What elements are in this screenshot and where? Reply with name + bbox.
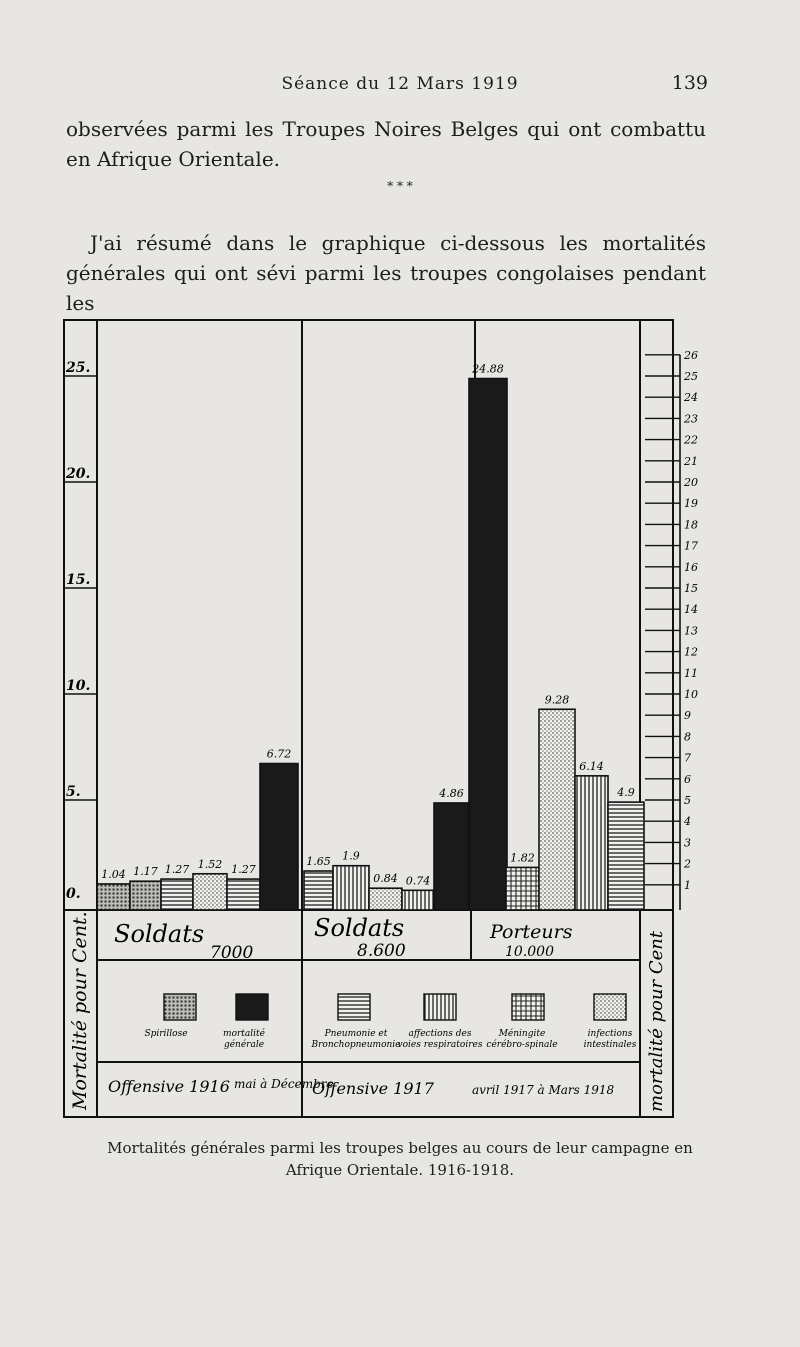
group2-label: Soldats	[314, 914, 405, 942]
left-tick-label: 5.	[66, 784, 81, 800]
page-number: 139	[671, 72, 708, 94]
right-tick-label: 17	[684, 539, 698, 553]
bar-value-label: 9.28	[544, 693, 570, 707]
right-tick-label: 22	[684, 433, 698, 447]
legend-swatch-meningite	[512, 994, 544, 1020]
legend-swatch-pneumonie	[338, 994, 370, 1020]
right-tick-label: 16	[684, 560, 698, 574]
group1-label: Soldats	[114, 920, 205, 948]
right-tick-label: 8	[684, 730, 691, 744]
bar-value-label: 4.9	[617, 786, 635, 800]
right-tick-label: 2	[684, 857, 691, 871]
bar-mortalite-generale	[434, 803, 469, 910]
right-tick-label: 14	[684, 603, 698, 617]
right-tick-label: 1	[684, 878, 691, 892]
legend-label-pneumonie: Pneumonie et Bronchopneumonie	[311, 1029, 401, 1050]
bar-mortalite-generale	[469, 379, 507, 910]
bar-value-label: 1.82	[510, 851, 535, 865]
bar-voies-respiratoires	[333, 866, 369, 910]
right-tick-label: 20	[684, 476, 698, 489]
period1-range: mai à Décembre	[234, 1077, 334, 1091]
left-tick-label: 10.	[66, 678, 91, 694]
bar-pneumonie	[161, 879, 193, 910]
period2-label: Offensive 1917	[312, 1079, 434, 1098]
left-tick-label: 25.	[66, 360, 91, 376]
group2-count: 8.600	[357, 941, 406, 961]
section-stars: * * *	[387, 179, 413, 193]
right-tick-label: 7	[684, 751, 691, 765]
bar-value-label: 1.9	[342, 849, 360, 863]
bar-voies-respiratoires	[575, 776, 608, 910]
right-tick-label: 23	[684, 412, 698, 426]
bar-voies-respiratoires	[402, 890, 434, 910]
right-tick-label: 15	[684, 582, 698, 595]
legend-swatch-spirillose	[164, 994, 196, 1020]
paragraph-intro: observées parmi les Troupes Noires Belges qui ont combattu en Afrique Orientale.	[66, 117, 706, 171]
right-tick-label: 25	[684, 370, 698, 383]
right-tick-label: 24	[684, 391, 698, 405]
bar-value-label: 4.86	[439, 786, 464, 800]
right-tick-label: 5	[684, 794, 691, 807]
bar-value-label: 1.52	[197, 857, 223, 871]
left-tick-label: 0.	[66, 886, 81, 902]
right-axis-title: mortalité pour Cent	[646, 930, 667, 1112]
right-tick-label: 12	[684, 645, 698, 659]
legend-label-infections-intestinales: infections intestinales	[583, 1029, 637, 1050]
right-tick-label: 3	[684, 836, 691, 850]
bar-mortalite-generale	[260, 764, 298, 910]
right-tick-label: 9	[684, 709, 691, 723]
legend-label-voies-respiratoires: affections des voies respiratoires	[397, 1029, 483, 1050]
bar-value-label: 1.27	[164, 863, 190, 877]
period1-label: Offensive 1916	[108, 1077, 230, 1096]
right-tick-label: 11	[684, 666, 698, 680]
legend-swatch-infections-intestinales	[594, 994, 626, 1020]
left-tick-label: 20.	[66, 466, 91, 482]
bar-value-label: 1.04	[101, 867, 126, 881]
bar-pneumonie	[304, 871, 333, 910]
right-tick-label: 13	[684, 624, 698, 638]
right-tick-label: 26	[684, 348, 698, 362]
right-tick-label: 10	[684, 688, 698, 701]
bar-value-label: 24.88	[472, 362, 504, 376]
bar-pneumonie	[227, 879, 260, 910]
legend-label-meningite: Méningite cérébro-spinale	[486, 1029, 558, 1050]
group1-count: 7000	[210, 943, 254, 963]
period2-range: avril 1917 à Mars 1918	[472, 1083, 615, 1097]
paragraph-graph-intro: J'ai résumé dans le graphique ci-dessous les mortalités générales qui ont sévi parmi les troupes congolaises pendant les	[66, 231, 706, 315]
bar-value-label: 0.84	[373, 872, 398, 886]
bar-value-label: 1.17	[133, 865, 158, 879]
bar-spirillose	[97, 884, 130, 910]
bar-meningite	[506, 867, 539, 910]
left-tick-label: 15.	[66, 572, 91, 588]
legend-label-mortalite-generale: mortalité générale	[223, 1029, 265, 1050]
bar-infections-intestinales	[539, 709, 575, 910]
right-tick-label: 21	[684, 454, 698, 468]
right-tick-label: 19	[684, 497, 698, 511]
right-tick-label: 6	[684, 772, 691, 786]
group3-count: 10.000	[505, 944, 554, 960]
bar-value-label: 6.72	[266, 747, 292, 761]
bar-spirillose	[130, 881, 161, 910]
bar-value-label: 1.27	[231, 863, 256, 877]
left-axis-title: Mortalité pour Cent.	[69, 911, 91, 1110]
bar-value-label: 6.14	[579, 759, 604, 773]
legend-swatch-mortalite-generale	[236, 994, 268, 1020]
group3-label: Porteurs	[490, 921, 573, 943]
legend-swatch-voies-respiratoires	[424, 994, 456, 1020]
right-tick-label: 4	[684, 815, 691, 829]
bar-infections-intestinales	[369, 888, 402, 910]
figure-caption: Mortalités générales parmi les troupes belges au cours de leur campagne en Afrique Orientale. 1916-1918.	[107, 1139, 693, 1179]
bar-pneumonie	[608, 802, 644, 910]
bar-value-label: 0.74	[405, 874, 431, 888]
bar-infections-intestinales	[193, 874, 227, 910]
legend-label-spirillose: Spirillose	[144, 1029, 188, 1039]
running-head-title: Séance du 12 Mars 1919	[281, 74, 519, 94]
right-tick-label: 18	[684, 518, 698, 532]
bar-value-label: 1.65	[306, 855, 331, 869]
